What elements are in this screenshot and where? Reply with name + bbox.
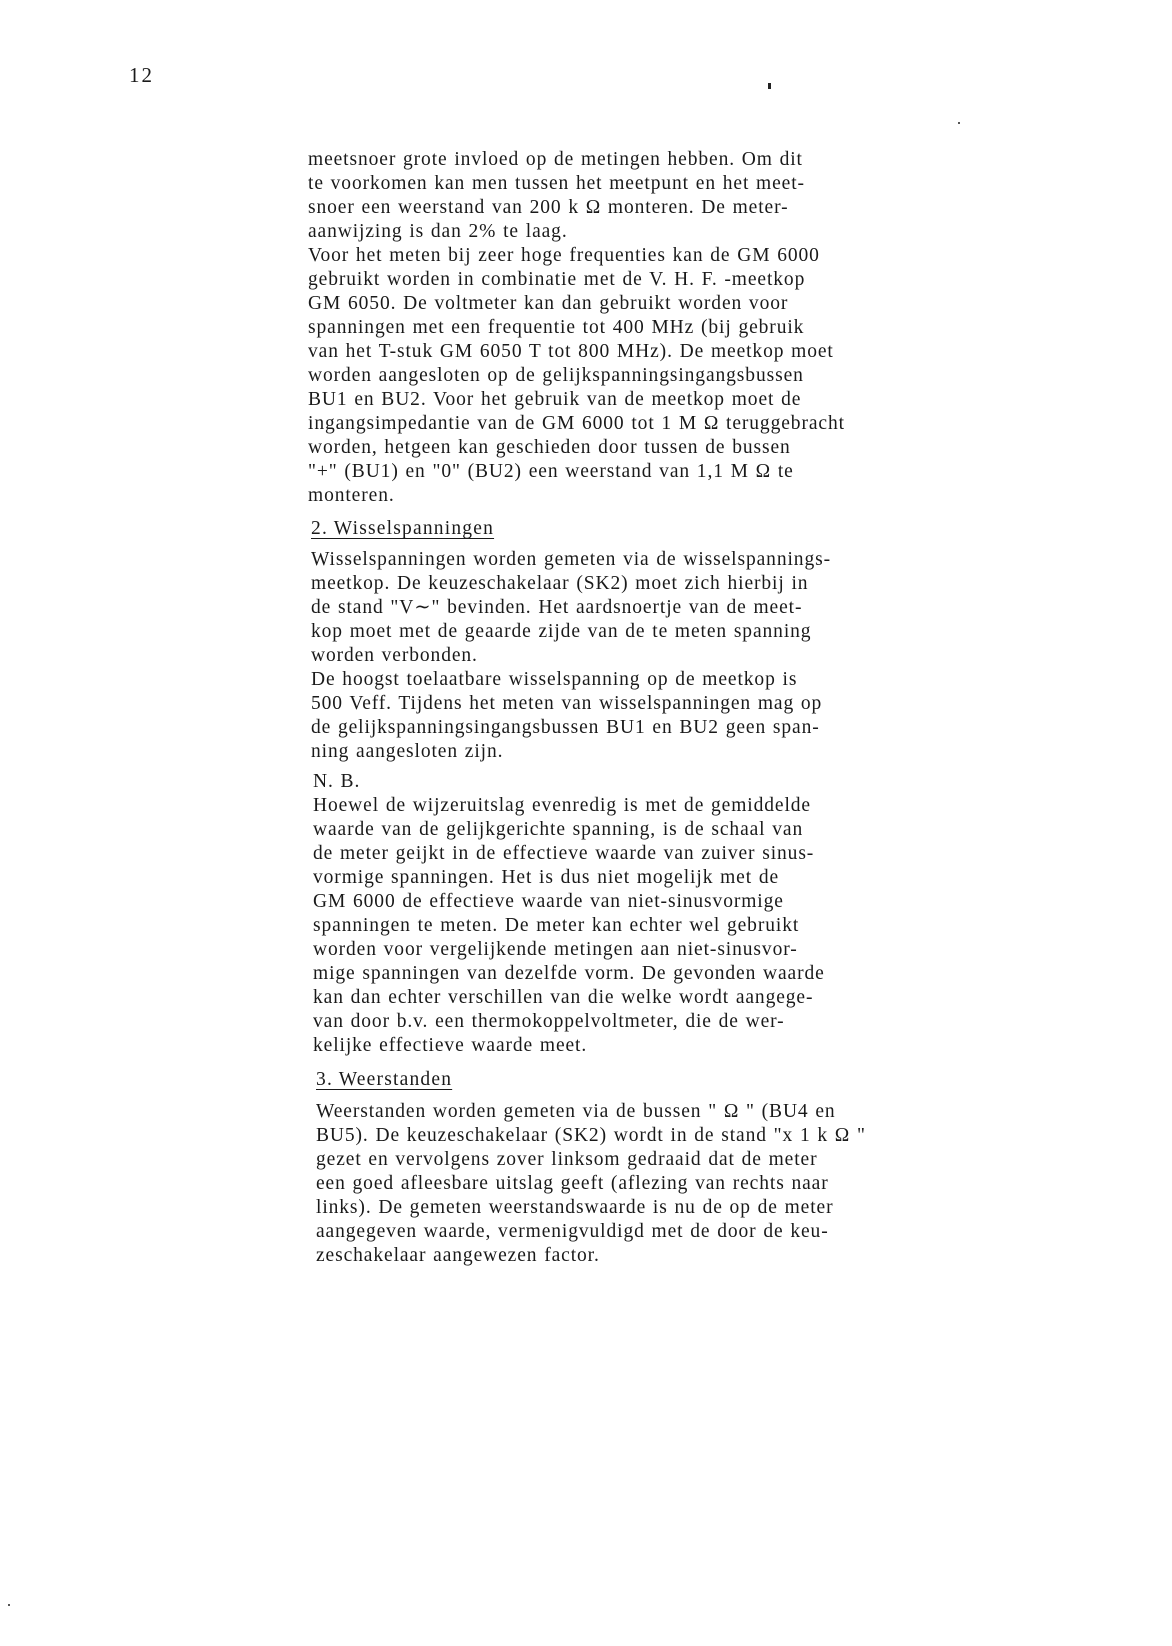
text-line: een goed afleesbare uitslag geeft (aflezing van rechts naar bbox=[316, 1173, 829, 1194]
page-number: 12 bbox=[129, 63, 154, 87]
text-line: snoer een weerstand van 200 k Ω monteren. De meter- bbox=[308, 197, 789, 218]
text-line: worden, hetgeen kan geschieden door tussen de bussen bbox=[308, 437, 791, 458]
nb-label: N. B. bbox=[313, 771, 361, 792]
text-line: de meter geijkt in de effectieve waarde van zuiver sinus- bbox=[313, 843, 815, 864]
text-line: ingangsimpedantie van de GM 6000 tot 1 M Ω teruggebracht bbox=[308, 413, 845, 434]
text-line: worden verbonden. bbox=[311, 645, 478, 666]
text-line: 500 Veff. Tijdens het meten van wisselspanningen mag op bbox=[311, 693, 823, 714]
text-line: worden voor vergelijkende metingen aan niet-sinusvor- bbox=[313, 939, 798, 960]
text-line: spanningen met een frequentie tot 400 MHz (bij gebruik bbox=[308, 317, 805, 338]
text-line: Wisselspanningen worden gemeten via de wisselspannings- bbox=[311, 549, 831, 570]
text-line: de gelijkspanningsingangsbussen BU1 en BU2 geen span- bbox=[311, 717, 820, 738]
text-line: vormige spanningen. Het is dus niet mogelijk met de bbox=[313, 867, 780, 888]
text-line: aanwijzing is dan 2% te laag. bbox=[308, 221, 568, 242]
text-line: GM 6050. De voltmeter kan dan gebruikt worden voor bbox=[308, 293, 789, 314]
text-line: Voor het meten bij zeer hoge frequenties kan de GM 6000 bbox=[308, 245, 820, 266]
scan-speck bbox=[958, 122, 960, 124]
text-line: waarde van de gelijkgerichte spanning, is de schaal van bbox=[313, 819, 804, 840]
text-line: Hoewel de wijzeruitslag evenredig is met de gemiddelde bbox=[313, 795, 811, 816]
text-line: mige spanningen van dezelfde vorm. De gevonden waarde bbox=[313, 963, 825, 984]
text-line: de stand "V∼" bevinden. Het aardsnoertje van de meet- bbox=[311, 597, 803, 618]
text-line: kop moet met de geaarde zijde van de te meten spanning bbox=[311, 621, 812, 642]
text-line: van het T-stuk GM 6050 T tot 800 MHz). De meetkop moet bbox=[308, 341, 834, 362]
text-line: Weerstanden worden gemeten via de bussen " Ω " (BU4 en bbox=[316, 1101, 836, 1122]
text-line: kan dan echter verschillen van die welke wordt aangege- bbox=[313, 987, 814, 1008]
text-line: te voorkomen kan men tussen het meetpunt en het meet- bbox=[308, 173, 805, 194]
text-line: zeschakelaar aangewezen factor. bbox=[316, 1245, 600, 1266]
text-line: links). De gemeten weerstandswaarde is nu de op de meter bbox=[316, 1197, 834, 1218]
text-line: gezet en vervolgens zover linksom gedraaid dat de meter bbox=[316, 1149, 818, 1170]
text-line: spanningen te meten. De meter kan echter wel gebruikt bbox=[313, 915, 800, 936]
text-line: monteren. bbox=[308, 485, 395, 506]
text-line: worden aangesloten op de gelijkspanningsingangsbussen bbox=[308, 365, 804, 386]
text-line: meetsnoer grote invloed op de metingen hebben. Om dit bbox=[308, 149, 803, 170]
scan-speck bbox=[8, 1604, 10, 1606]
text-line: van door b.v. een thermokoppelvoltmeter, die de wer- bbox=[313, 1011, 785, 1032]
text-line: meetkop. De keuzeschakelaar (SK2) moet zich hierbij in bbox=[311, 573, 809, 594]
text-line: BU1 en BU2. Voor het gebruik van de meetkop moet de bbox=[308, 389, 802, 410]
text-line: GM 6000 de effectieve waarde van niet-sinusvormige bbox=[313, 891, 784, 912]
text-line: aangegeven waarde, vermenigvuldigd met de door de keu- bbox=[316, 1221, 829, 1242]
text-line: kelijke effectieve waarde meet. bbox=[313, 1035, 588, 1056]
text-line: ning aangesloten zijn. bbox=[311, 741, 504, 762]
text-line: BU5). De keuzeschakelaar (SK2) wordt in de stand "x 1 k Ω " bbox=[316, 1125, 866, 1146]
text-line: De hoogst toelaatbare wisselspanning op de meetkop is bbox=[311, 669, 798, 690]
text-line: "+" (BU1) en "0" (BU2) een weerstand van 1,1 M Ω te bbox=[308, 461, 794, 482]
scan-speck bbox=[768, 83, 771, 89]
text-line: gebruikt worden in combinatie met de V. H. F. -meetkop bbox=[308, 269, 806, 290]
section-heading: 3. Weerstanden bbox=[316, 1069, 453, 1090]
section-heading: 2. Wisselspanningen bbox=[311, 518, 495, 539]
